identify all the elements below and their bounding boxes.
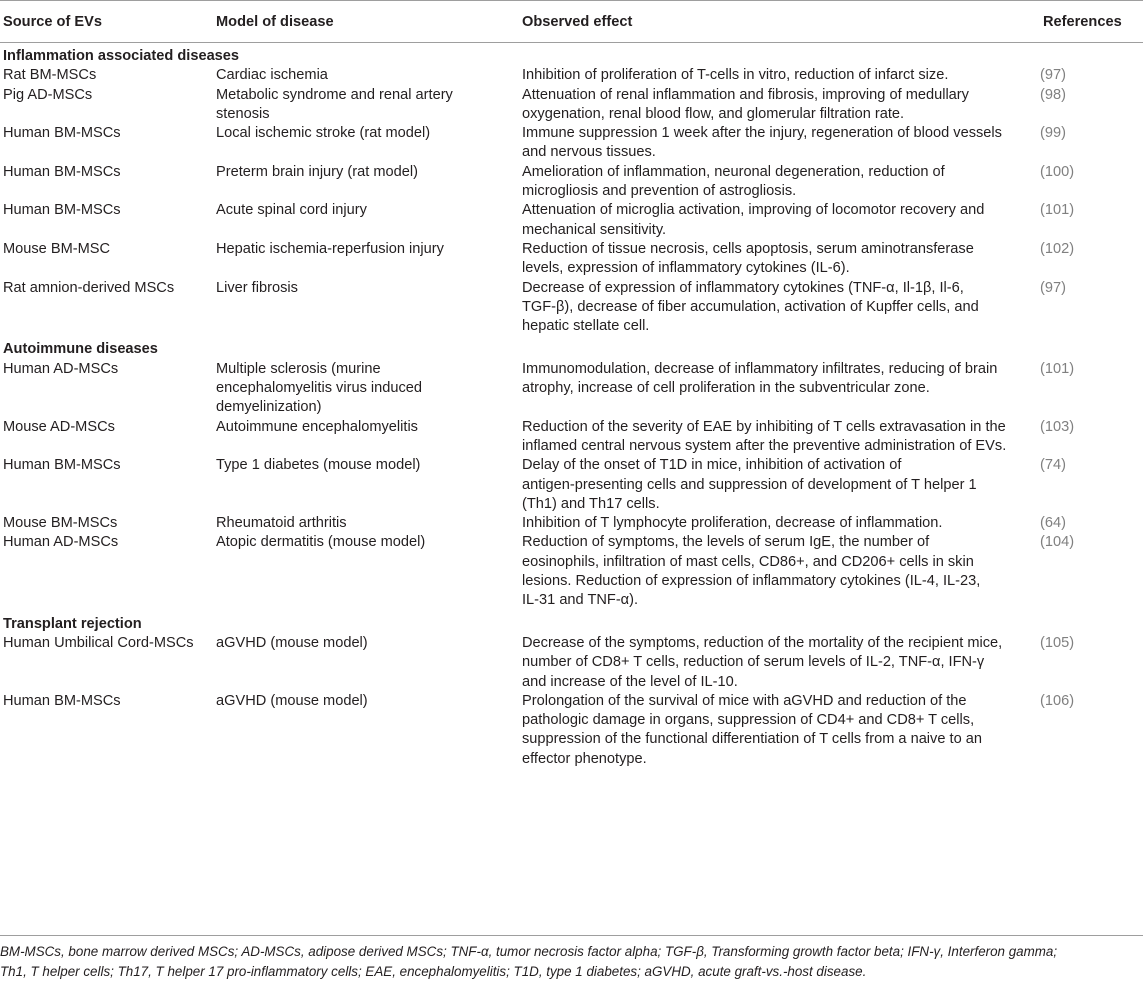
source-cell-line: Mouse BM-MSCs [3,515,118,532]
effect-cell-line: number of CD8+ T cells, reduction of serum levels of IL-2, TNF-α, IFN-γ [522,654,985,671]
header-row [0,1,1143,43]
table-footnote [0,935,1143,981]
effect-cell-line: Delay of the onset of T1D in mice, inhibition of activation of [522,457,902,474]
source-cell [0,163,213,202]
table-row [0,66,1143,85]
model-cell-line: Metabolic syndrome and renal artery [216,86,453,103]
table-row [0,456,1143,514]
reference-cell [1040,692,1143,769]
model-cell-line: encephalomyelitis virus induced [216,380,423,397]
effect-cell [519,124,1040,163]
source-cell [0,279,213,337]
reference-cell-line: (97) [1040,279,1066,296]
effect-cell-line: oxygenation, renal blood flow, and glomerular filtration rate. [522,105,905,122]
reference-cell-line: (100) [1040,163,1075,180]
reference-cell-line: (102) [1040,240,1075,257]
model-cell [213,240,519,279]
model-cell [213,634,519,692]
model-cell-line: Rheumatoid arthritis [216,515,347,532]
effect-cell-line: Prolongation of the survival of mice with aGVHD and reduction of the [522,692,967,709]
effect-cell-line: Inhibition of proliferation of T-cells in vitro, reduction of infarct size. [522,67,949,84]
model-cell [213,692,519,769]
effect-cell-line: and nervous tissues. [522,144,656,161]
reference-cell-line: (105) [1040,634,1075,651]
effect-cell-line: Attenuation of microglia activation, improving of locomotor recovery and [522,202,985,219]
effect-cell [519,163,1040,202]
reference-cell [1040,418,1143,457]
model-cell-line: aGVHD (mouse model) [216,634,368,651]
model-cell [213,163,519,202]
effect-cell-line: hepatic stellate cell. [522,318,650,335]
reference-cell [1040,66,1143,85]
source-cell [0,240,213,279]
table-row [0,514,1143,533]
model-cell [213,201,519,240]
source-cell-line: Human BM-MSCs [3,125,121,142]
footnote-line: Th1, T helper cells; Th17, T helper 17 pro-inflammatory cells; EAE, encephalomyelitis; T1D, type 1 diabetes; aGVHD, acute graft-vs.-host disease. [0,963,867,979]
table-row [0,163,1143,202]
effect-cell-line: TGF-β), decrease of fiber accumulation, activation of Kupffer cells, and [522,298,979,315]
source-cell-line: Human BM-MSCs [3,692,121,709]
effect-cell [519,533,1040,610]
effect-cell-line: Immunomodulation, decrease of inflammatory infiltrates, reducing of brain [522,360,998,377]
effect-cell [519,279,1040,337]
source-cell [0,634,213,692]
section-title: Inflammation associated diseases [3,48,240,64]
effect-cell-line: effector phenotype. [522,750,647,767]
effect-cell [519,360,1040,418]
source-cell [0,201,213,240]
model-cell-line: Hepatic ischemia-reperfusion injury [216,240,444,257]
header-references: References [1040,1,1143,43]
effect-cell-line: inflamed central nervous system after the preventive administration of EVs. [522,437,1007,454]
effect-cell-line: Reduction of the severity of EAE by inhibiting of T cells extravasation in the [522,418,1006,435]
model-cell [213,124,519,163]
effect-cell [519,201,1040,240]
model-cell [213,418,519,457]
table-body [0,43,1143,769]
source-cell [0,514,213,533]
source-cell-line: Mouse AD-MSCs [3,418,115,435]
reference-cell-line: (97) [1040,67,1066,84]
reference-cell [1040,279,1143,337]
table-row [0,201,1143,240]
section-title: Autoimmune diseases [3,341,158,358]
effect-cell-line: Decrease of the symptoms, reduction of the mortality of the recipient mice, [522,634,1003,651]
section-header-row [0,43,1143,67]
table-row [0,360,1143,418]
reference-cell-line: (101) [1040,360,1075,377]
model-cell-line: Liver fibrosis [216,279,298,296]
model-cell-line: Preterm brain injury (rat model) [216,163,418,180]
table-row [0,124,1143,163]
reference-cell [1040,201,1143,240]
source-cell [0,456,213,514]
source-cell-line: Human BM-MSCs [3,202,121,219]
reference-cell-line: (64) [1040,515,1066,532]
effect-cell [519,86,1040,125]
reference-cell-line: (98) [1040,86,1066,103]
model-cell [213,86,519,125]
model-cell-line: stenosis [216,105,270,122]
model-cell-line: Type 1 diabetes (mouse model) [216,457,421,474]
effect-cell-line: (Th1) and Th17 cells. [522,495,660,512]
effect-cell-line: microgliosis and prevention of astrogliosis. [522,183,797,200]
effect-cell-line: Decrease of expression of inflammatory cytokines (TNF-α, Il-1β, Il-6, [522,279,964,296]
reference-cell-line: (104) [1040,534,1075,551]
effect-cell-line: Reduction of symptoms, the levels of serum IgE, the number of [522,534,930,551]
header-effect: Observed effect [519,1,1040,43]
section-header-row [0,336,1143,359]
section-title: Transplant rejection [3,615,142,632]
effect-cell [519,66,1040,85]
model-cell-line: Local ischemic stroke (rat model) [216,125,431,142]
reference-cell-line: (74) [1040,457,1066,474]
source-cell-line: Human AD-MSCs [3,360,119,377]
reference-cell-line: (103) [1040,418,1075,435]
model-cell-line: Atopic dermatitis (mouse model) [216,534,426,551]
reference-cell [1040,240,1143,279]
reference-cell [1040,124,1143,163]
reference-cell [1040,533,1143,610]
effect-cell-line: Attenuation of renal inflammation and fibrosis, improving of medullary [522,86,969,103]
effect-cell-line: levels, expression of inflammatory cytokines (IL-6). [522,260,850,277]
table-row [0,634,1143,692]
effect-cell-line: mechanical sensitivity. [522,221,667,238]
model-cell [213,533,519,610]
reference-cell [1040,360,1143,418]
model-cell [213,66,519,85]
model-cell-line: Acute spinal cord injury [216,202,367,219]
source-cell [0,86,213,125]
reference-cell [1040,514,1143,533]
effect-cell [519,514,1040,533]
table-row [0,279,1143,337]
source-cell-line: Rat amnion-derived MSCs [3,279,175,296]
effect-cell [519,634,1040,692]
model-cell [213,514,519,533]
effect-cell [519,456,1040,514]
effect-cell [519,240,1040,279]
footnote-line: BM-MSCs, bone marrow derived MSCs; AD-MSCs, adipose derived MSCs; TNF-α, tumor necrosis factor alpha; TGF-β, Transforming growth factor beta; IFN-γ, Interferon gamma; [0,944,1058,959]
source-cell [0,692,213,769]
source-cell [0,533,213,610]
effect-cell [519,418,1040,457]
source-cell [0,124,213,163]
effect-cell-line: Immune suppression 1 week after the injury, regeneration of blood vessels [522,125,1002,142]
table-row [0,418,1143,457]
source-cell-line: Human Umbilical Cord-MSCs [3,634,194,651]
effect-cell-line: IL-31 and TNF-α). [522,592,639,609]
header-source: Source of EVs [0,1,213,43]
source-cell [0,418,213,457]
source-cell-line: Pig AD-MSCs [3,86,93,103]
section-header-row [0,611,1143,634]
source-cell-line: Human BM-MSCs [3,163,121,180]
model-cell-line: aGVHD (mouse model) [216,692,368,709]
source-cell [0,66,213,85]
effect-cell-line: Inhibition of T lymphocyte proliferation, decrease of inflammation. [522,515,943,532]
effect-cell-line: suppression of the functional differentiation of T cells from a naive to an [522,731,982,748]
source-cell-line: Human BM-MSCs [3,457,121,474]
header-model: Model of disease [213,1,519,43]
source-cell-line: Rat BM-MSCs [3,67,97,84]
effect-cell-line: and increase of the level of IL-10. [522,673,738,690]
reference-cell [1040,163,1143,202]
model-cell [213,279,519,337]
effect-cell-line: pathologic damage in organs, suppression of CD4+ and CD8+ T cells, [522,712,975,729]
effect-cell [519,692,1040,769]
reference-cell [1040,456,1143,514]
model-cell [213,360,519,418]
reference-cell [1040,86,1143,125]
effect-cell-line: eosinophils, infiltration of mast cells, CD86+, and CD206+ cells in skin [522,553,974,570]
effect-cell-line: antigen-presenting cells and suppression of development of T helper 1 [522,476,977,493]
table-row [0,86,1143,125]
model-cell [213,456,519,514]
effect-cell-line: Amelioration of inflammation, neuronal degeneration, reduction of [522,163,945,180]
model-cell-line: Cardiac ischemia [216,67,328,84]
table-row [0,240,1143,279]
effect-cell-line: lesions. Reduction of expression of inflammatory cytokines (IL-4, IL-23, [522,573,981,590]
model-cell-line: demyelinization) [216,399,322,416]
source-cell-line: Human AD-MSCs [3,534,119,551]
reference-cell-line: (99) [1040,125,1066,142]
reference-cell-line: (106) [1040,692,1075,709]
model-cell-line: Multiple sclerosis (murine [216,360,381,377]
effect-cell-line: Reduction of tissue necrosis, cells apoptosis, serum aminotransferase [522,240,974,257]
model-cell-line: Autoimmune encephalomyelitis [216,418,418,435]
reference-cell-line: (101) [1040,202,1075,219]
source-cell [0,360,213,418]
effect-cell-line: atrophy, increase of cell proliferation in the subventricular zone. [522,380,930,397]
table-row [0,533,1143,610]
table-row [0,692,1143,769]
source-cell-line: Mouse BM-MSC [3,240,111,257]
reference-cell [1040,634,1143,692]
